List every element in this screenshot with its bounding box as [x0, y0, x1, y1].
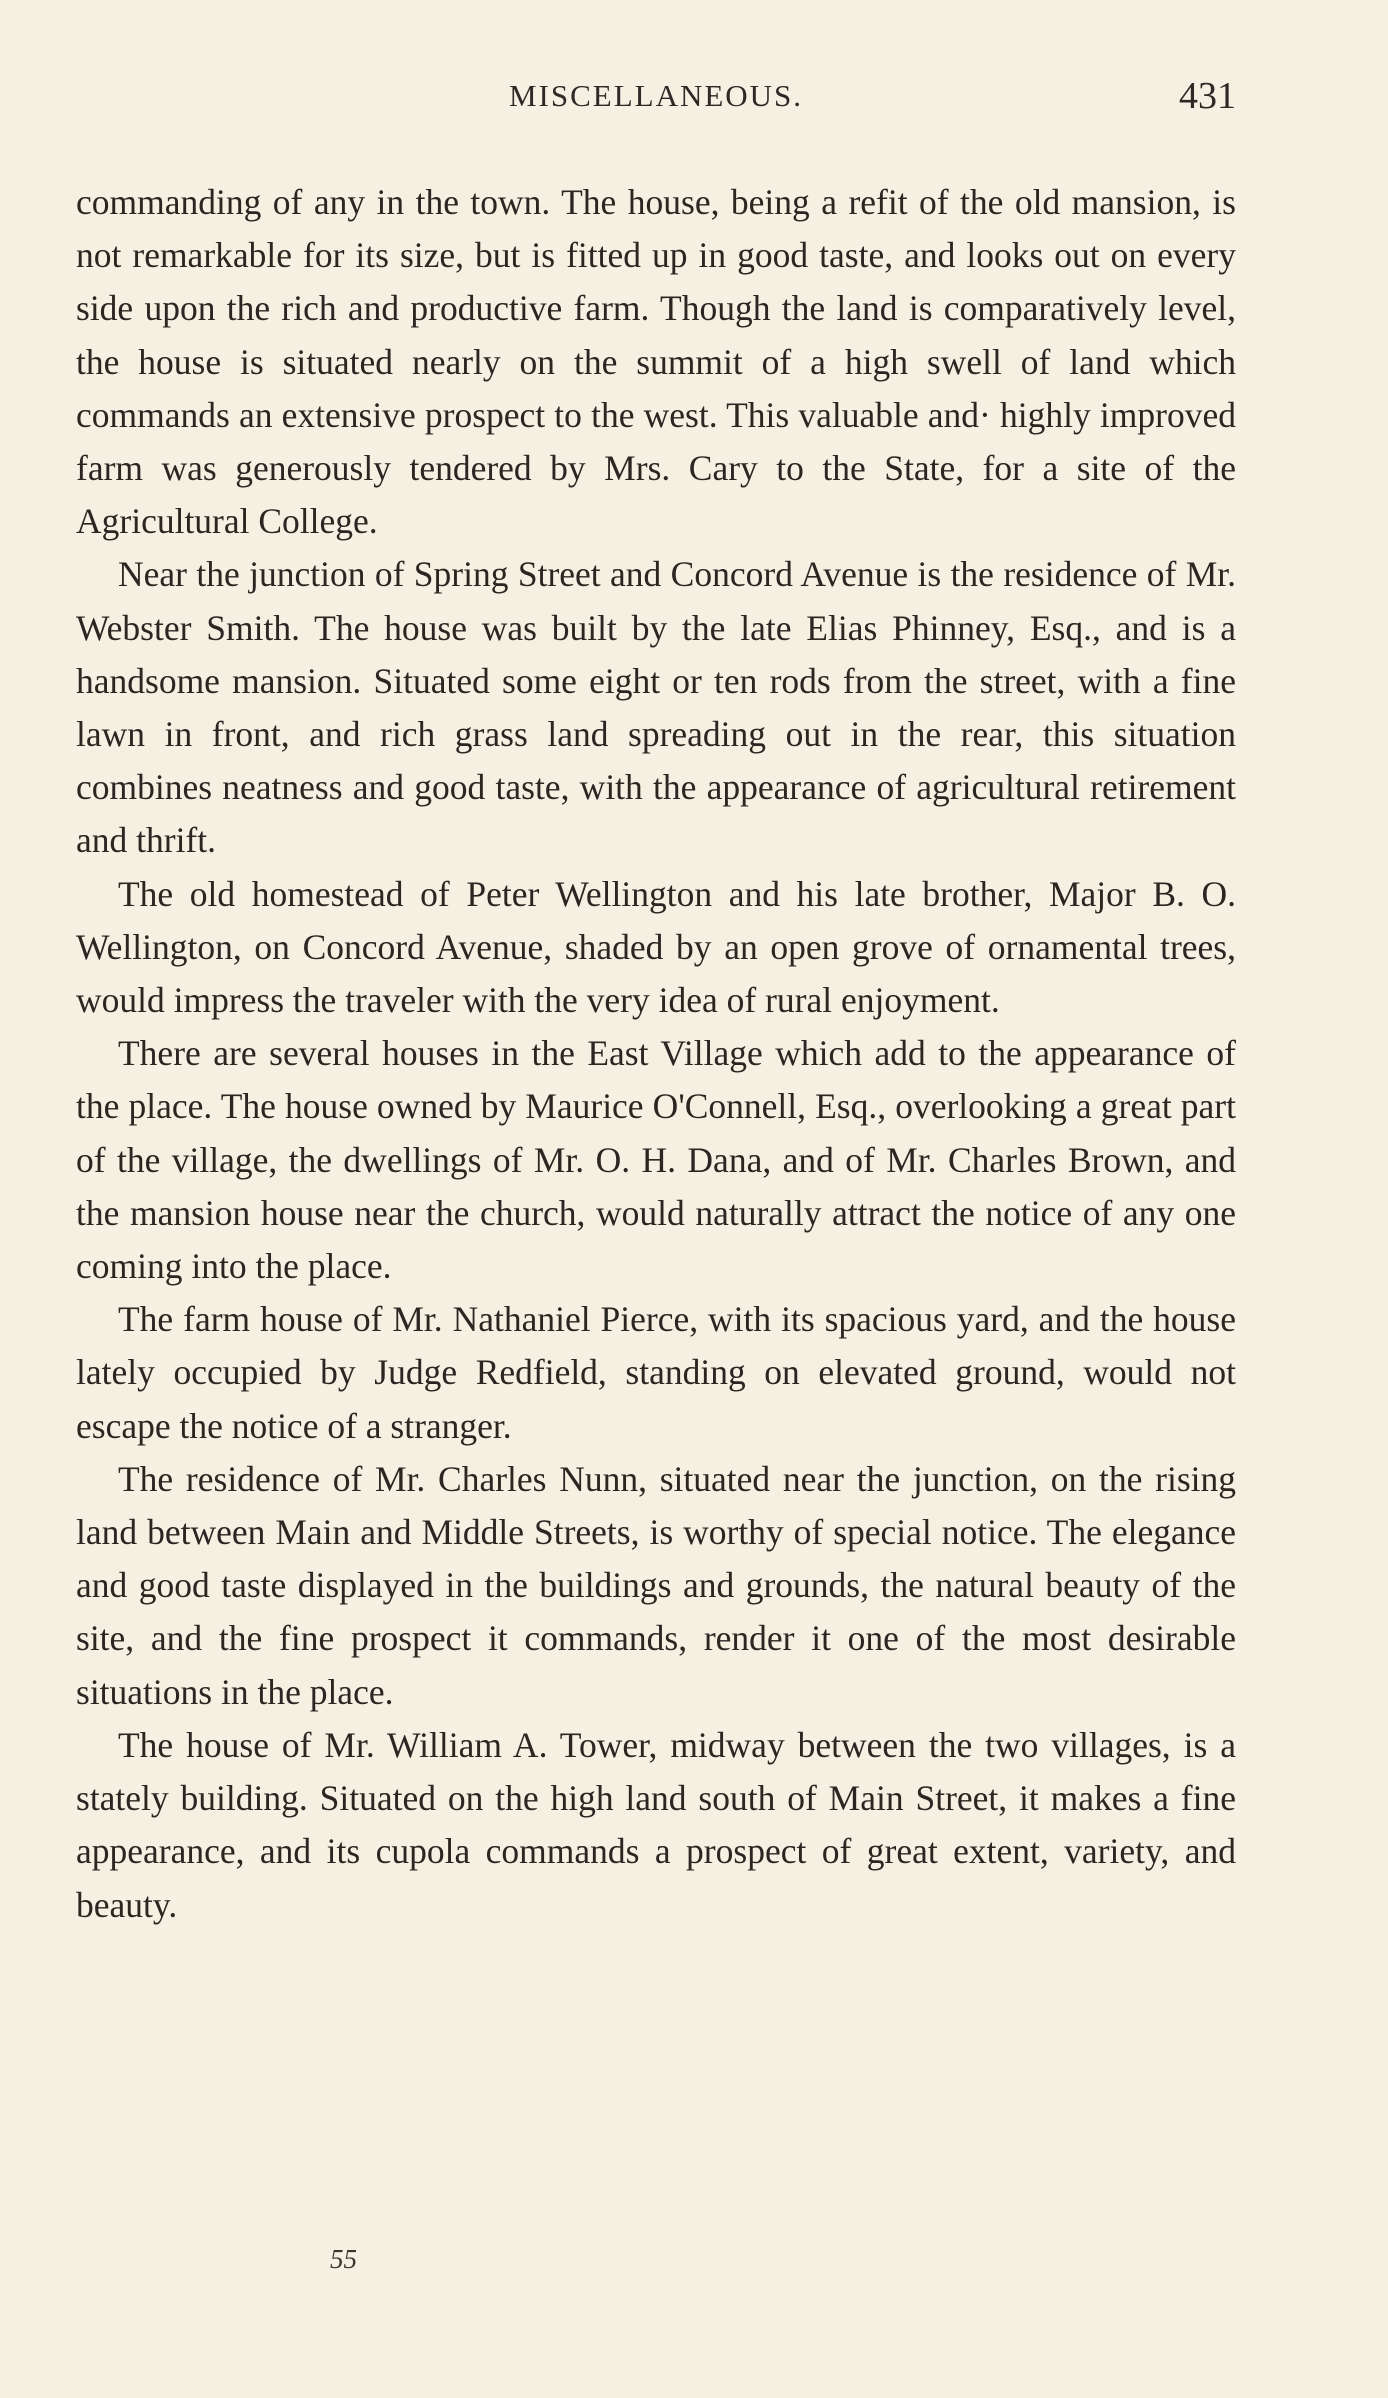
paragraph: The house of Mr. William A. Tower, midway between the two villages, is a stately building. Situated on the high land south of Main Street, it makes a fine appearance, and its cupola commands a prospect of great extent, variety, and beauty.: [76, 1724, 1236, 1925]
paragraph: The farm house of Mr. Nathaniel Pierce, with its spacious yard, and the house lately occupied by Judge Redfield, standing on elevated ground, would not escape the notice of a stranger.: [76, 1299, 1236, 1446]
paragraph-continued: commanding of any in the town. The house, being a refit of the old mansion, is not remarkable for its size, but is fitted up in good taste, and looks out on every side upon the rich and productive farm. Though the land is comparatively level, the house is situated nearly on the summit of a high swell of land which commands an extensive prospect to the west. This valuable and· highly improved farm was generously tendered by Mrs. Cary to the State, for a site of the Agricultural College.: [76, 182, 1236, 542]
paragraph: Near the junction of Spring Street and Concord Avenue is the residence of Mr. Webster Smith. The house was built by the late Elias Phinney, Esq., and is a handsome mansion. Situated some eight or ten rods from the street, with a fine lawn in front, and rich grass land spreading out in the rear, this situation combines neatness and good taste, with the appearance of agricultural retirement and thrift.: [76, 554, 1236, 861]
body-text: [76, 176, 1236, 1932]
paragraph: The residence of Mr. Charles Nunn, situated near the junction, on the rising land between Main and Middle Streets, is worthy of special notice. The elegance and good taste displayed in the buildings and grounds, the natural beauty of the site, and the fine prospect it commands, render it one of the most desirable situations in the place.: [76, 1458, 1236, 1712]
signature-mark: 55: [330, 2244, 357, 2274]
paragraph: The old homestead of Peter Wellington and his late brother, Major B. O. Wellington, on Concord Avenue, shaded by an open grove of ornamental trees, would impress the traveler with the very idea of rural enjoyment.: [76, 873, 1236, 1021]
page-number: 431: [1179, 75, 1236, 117]
running-head: [76, 75, 1236, 128]
paragraph: There are several houses in the East Village which add to the appearance of the place. The house owned by Maurice O'Connell, Esq., overlooking a great part of the village, the dwellings of Mr. O. H. Dana, and of Mr. Charles Brown, and the mansion house near the church, would naturally attract the notice of any one coming into the place.: [76, 1033, 1236, 1287]
running-title: MISCELLANEOUS.: [508, 78, 804, 113]
